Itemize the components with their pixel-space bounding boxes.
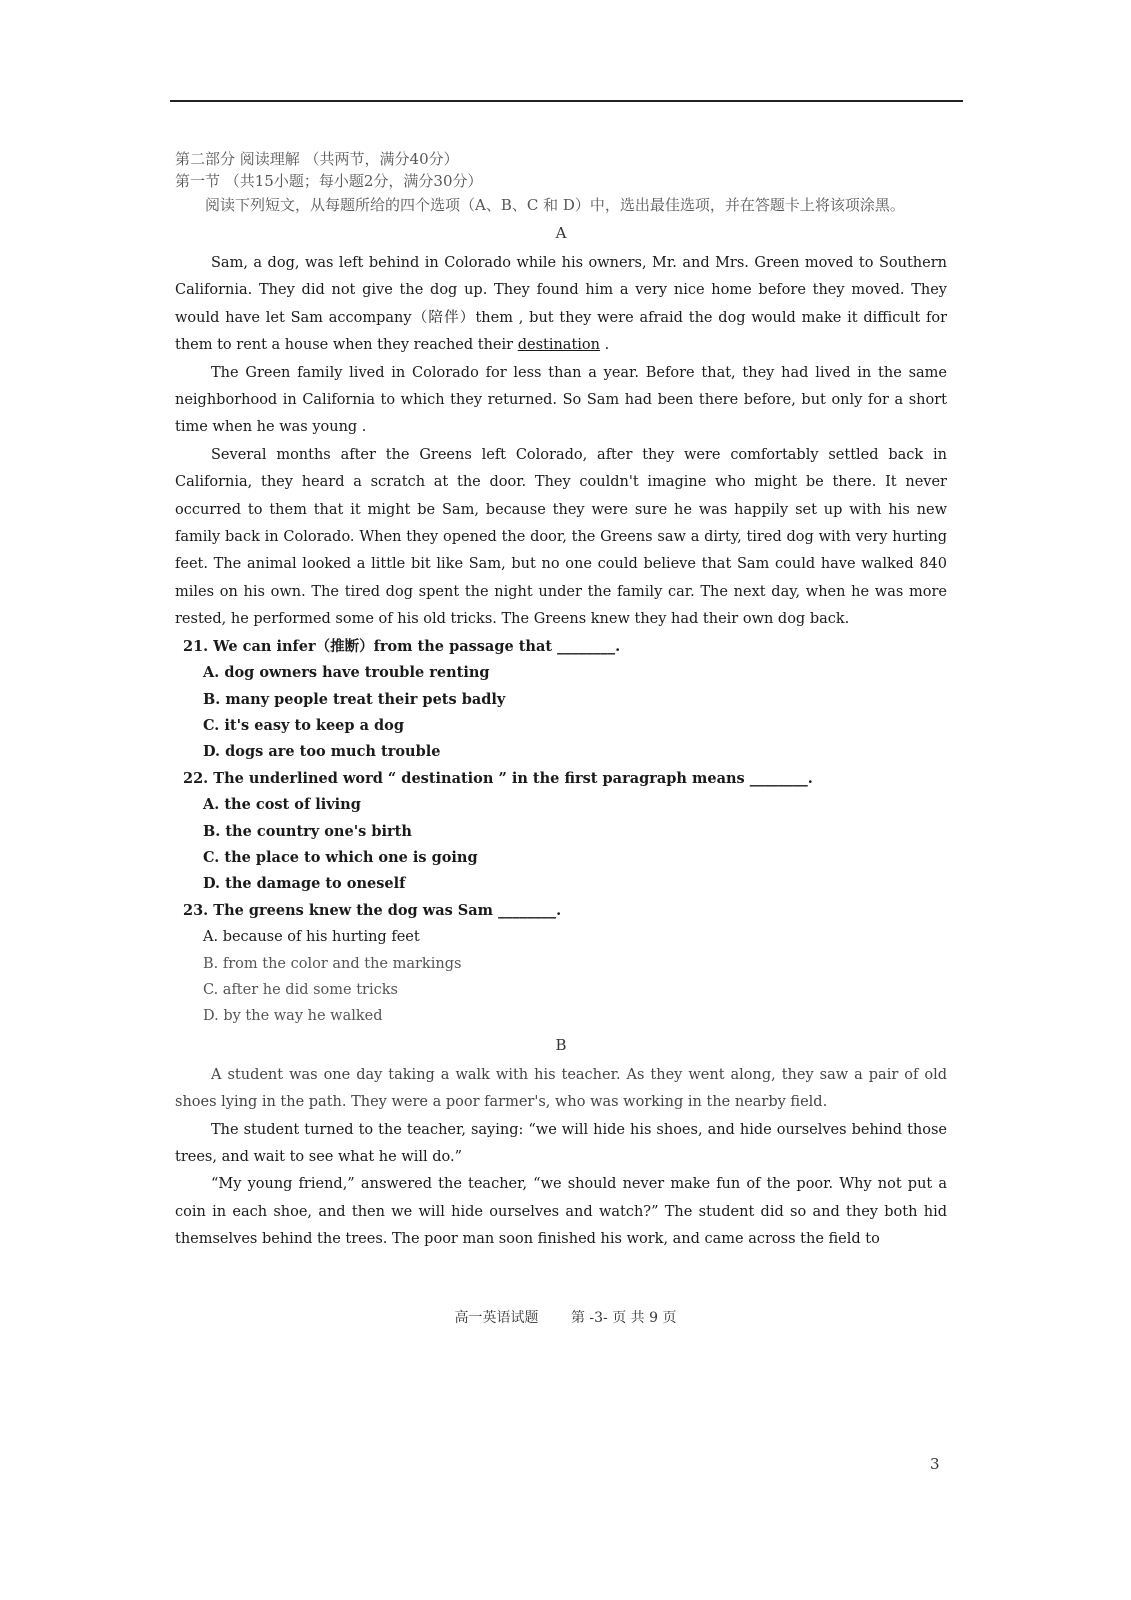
passage-b-letter: B	[555, 1035, 567, 1054]
p1-text-after: .	[600, 337, 610, 354]
option-a: A. dog owners have trouble renting	[203, 664, 490, 682]
top-rule	[170, 100, 963, 102]
section-subtitle: 第一节 （共15小题；每小题2分，满分30分）	[175, 172, 483, 190]
p1-text-before: Sam, a dog, was left behind in Colorado while his owners, Mr. and Mrs. Green moved to Southern California. They did not give the dog up. They found him a very nice home before they moved. They would have let Sam accompany（陪伴）them , but they were afraid the dog would make it difficult for them to rent a house when they reached their	[175, 255, 947, 354]
question-22	[175, 766, 947, 898]
option-c: C. it's easy to keep a dog	[203, 716, 404, 734]
passage-a-paragraph-3: Several months after the Greens left Colorado, after they were comfortably settled back in California, they heard a scratch at the door. They couldn't imagine who might be there. It never occurred to them that it might be Sam, because they were sure he was happily set up with his new family back in Colorado. When they opened the door, the Greens saw a dirty, tired dog with very hurting feet. The animal looked a little bit like Sam, but no one could believe that Sam could have walked 840 miles on his own. The tired dog spent the night under the family car. The next day, when he was more rested, he performed some of his old tricks. The Greens knew they had their own dog back.	[175, 446, 947, 628]
option-b: B. the country one's birth	[203, 822, 412, 840]
page-content	[175, 148, 947, 1254]
option-a: A. the cost of living	[203, 796, 361, 814]
footer-subject: 高一英语试题	[454, 1310, 539, 1326]
page-footer	[0, 1307, 1131, 1327]
passage-b-paragraph-3: “My young friend,” answered the teacher, “we should never make fun of the poor. Why not put a coin in each shoe, and then we will hide ourselves and watch?” The student did so and they both hid themselves behind the trees. The poor man soon finished his work, and came across the field to	[175, 1176, 947, 1248]
question-stem: 21. We can infer（推断）from the passage that ________.	[183, 637, 621, 655]
section-title: 第二部分 阅读理解 （共两节，满分40分）	[175, 150, 459, 168]
option-d: D. the damage to oneself	[203, 875, 406, 893]
option-b: B. many people treat their pets badly	[203, 690, 506, 708]
option-b: B. from the color and the markings	[203, 955, 462, 972]
passage-a-paragraph-2: The Green family lived in Colorado for less than a year. Before that, they had lived in the same neighborhood in California to which they returned. So Sam had been there before, but only for a short time when he was young .	[175, 364, 947, 436]
section-instruction: 阅读下列短文，从每题所给的四个选项（A、B、C 和 D）中，选出最佳选项，并在答题卡上将该项涂黑。	[205, 196, 905, 214]
question-21	[175, 634, 947, 766]
underlined-word-destination: destination	[517, 337, 600, 354]
question-stem: 22. The underlined word “ destination ” in the first paragraph means ________.	[183, 769, 813, 787]
question-stem: 23. The greens knew the dog was Sam ________.	[183, 901, 562, 919]
option-c: C. after he did some tricks	[203, 981, 398, 998]
page-number: 3	[930, 1455, 940, 1473]
passage-a-letter: A	[555, 224, 567, 242]
option-d: D. by the way he walked	[203, 1008, 383, 1025]
option-a: A. because of his hurting feet	[203, 929, 420, 946]
passage-a-paragraph-1	[175, 250, 947, 360]
question-23	[175, 898, 947, 1030]
passage-b-paragraph-1: A student was one day taking a walk with his teacher. As they went along, they saw a pair of old shoes lying in the path. They were a poor farmer's, who was working in the nearby field.	[175, 1066, 947, 1111]
option-c: C. the place to which one is going	[203, 848, 478, 866]
footer-page-info: 第 -3- 页 共 9 页	[570, 1310, 677, 1326]
passage-b-paragraph-2: The student turned to the teacher, saying: “we will hide his shoes, and hide ourselves behind those trees, and wait to see what he will do.”	[175, 1121, 947, 1165]
option-d: D. dogs are too much trouble	[203, 743, 441, 761]
